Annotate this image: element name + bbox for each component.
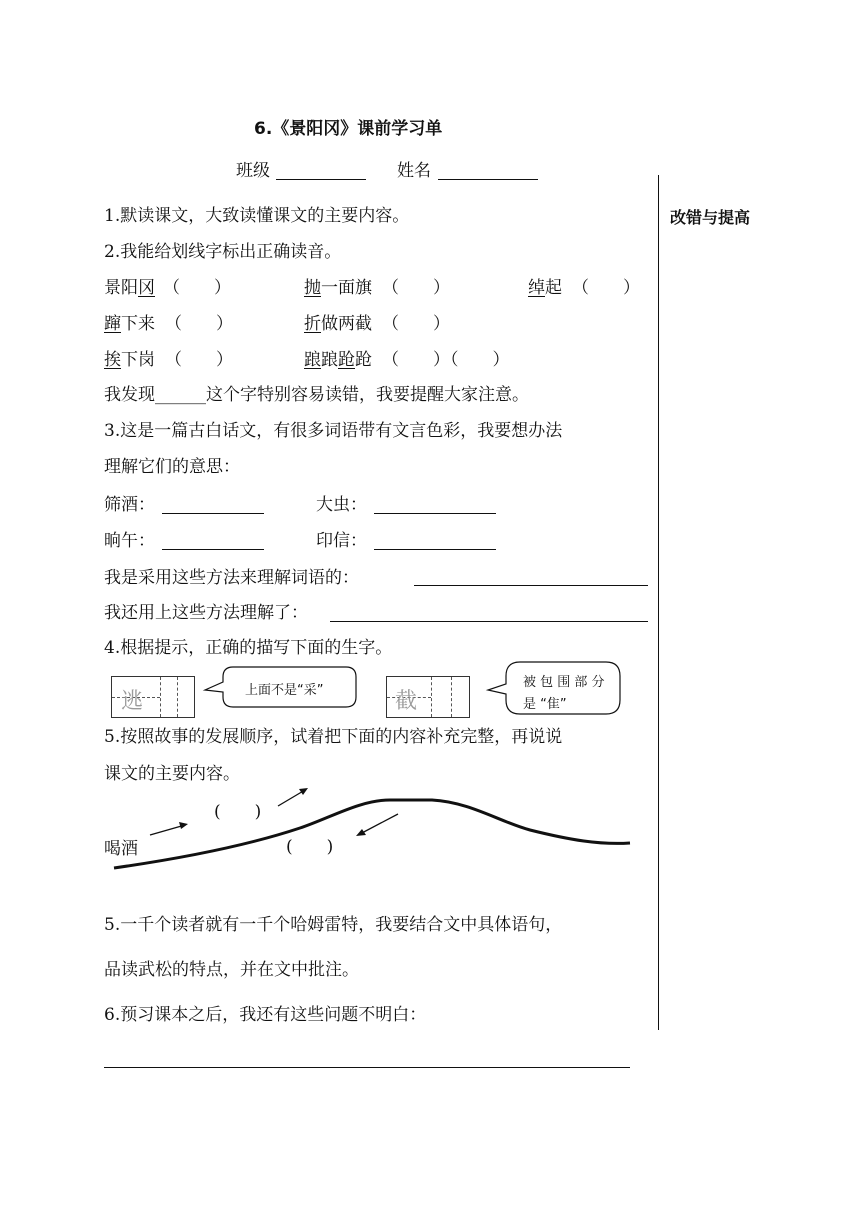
item-text: 下来 [121, 314, 155, 334]
item-text: 起 [545, 278, 562, 298]
question-5b-line-2: 品读武松的特点，并在文中批注。 [104, 960, 359, 980]
underlined-char: 踉 [304, 350, 321, 370]
arrow-line-2 [278, 790, 305, 806]
arrow-line-1 [150, 825, 185, 835]
word-label-3: 晌午： [104, 531, 155, 551]
method-line-2: 我还用上这些方法理解了： [104, 603, 308, 623]
underlined-char: 蹿 [104, 314, 121, 334]
word-label-2: 大虫： [316, 495, 367, 515]
underlined-char: 绰 [528, 278, 545, 298]
class-label: 班级 [236, 161, 270, 181]
item-blank[interactable]: （ ） [382, 278, 450, 298]
underlined-char: 抛 [304, 278, 321, 298]
word-label-1: 筛酒： [104, 495, 155, 515]
arrow-head-1 [179, 822, 188, 829]
hint-text-2-line-1: 被 包 围 部 分 [523, 675, 605, 690]
item-blank[interactable]: （ ） [382, 314, 450, 334]
underlined-char: 折 [304, 314, 321, 334]
story-start-label: 喝酒 [104, 839, 138, 859]
model-character-2: 截 [395, 689, 418, 714]
underlined-char: 挨 [104, 350, 121, 370]
question-5a-line-2: 课文的主要内容。 [104, 764, 240, 784]
item-blank[interactable]: （ ） [165, 350, 233, 370]
item-text: 下岗 [121, 350, 155, 370]
question-6-answer-line[interactable] [104, 1067, 630, 1068]
hint-text-2-line-2: 是 “隹” [523, 697, 567, 712]
arrow-head-3 [356, 829, 366, 836]
item-text: 景阳 [104, 278, 138, 298]
question-5b-line-1: 5.一千个读者就有一千个哈姆雷特，我要结合文中具体语句， [104, 915, 563, 935]
item-text: 做两截 [321, 314, 372, 334]
name-label: 姓名 [397, 161, 431, 181]
item-blank[interactable]: （ ） [572, 278, 640, 298]
page-title: 6.《景阳冈》课前学习单 [254, 119, 443, 139]
item-text: 一面旗 [321, 278, 372, 298]
item-text: 踉 [321, 350, 338, 370]
word-label-4: 印信： [316, 531, 367, 551]
question-1: 1.默读课文，大致读懂课文的主要内容。 [104, 206, 410, 226]
question-2-prompt: 2.我能给划线字标出正确读音。 [104, 242, 342, 262]
story-blank-1[interactable]: ( ) [214, 802, 262, 822]
underlined-char-2: 跄 [338, 350, 355, 370]
method-line-1: 我是采用这些方法来理解词语的： [104, 568, 359, 588]
item-text-2: 跄 [355, 350, 372, 370]
item-blank[interactable]: （ ） [163, 278, 231, 298]
question-5a-line-1: 5.按照故事的发展顺序，试着把下面的内容补充完整，再说说 [104, 727, 563, 747]
question-3-line-1: 3.这是一篇古白话文，有很多词语带有文言色彩，我要想办法 [104, 421, 563, 441]
question-3-line-2: 理解它们的意思： [104, 457, 240, 477]
story-curve [114, 800, 630, 868]
question-4: 4.根据提示，正确的描写下面的生字。 [104, 638, 393, 658]
question-6: 6.预习课本之后，我还有这些问题不明白： [104, 1005, 427, 1025]
side-title: 改错与提高 [670, 208, 751, 227]
model-character-1: 逃 [121, 689, 144, 714]
item-blank[interactable]: （ ）（ ） [382, 350, 510, 370]
story-blank-2[interactable]: ( ) [286, 837, 334, 857]
item-blank[interactable]: （ ） [165, 314, 233, 334]
discover-line[interactable]: 我发现______这个字特别容易读错，我要提醒大家注意。 [104, 385, 529, 405]
underlined-char: 冈 [138, 278, 155, 298]
hint-text-1: 上面不是“采” [245, 683, 324, 698]
arrow-line-3 [360, 814, 398, 834]
arrow-head-2 [299, 788, 308, 795]
